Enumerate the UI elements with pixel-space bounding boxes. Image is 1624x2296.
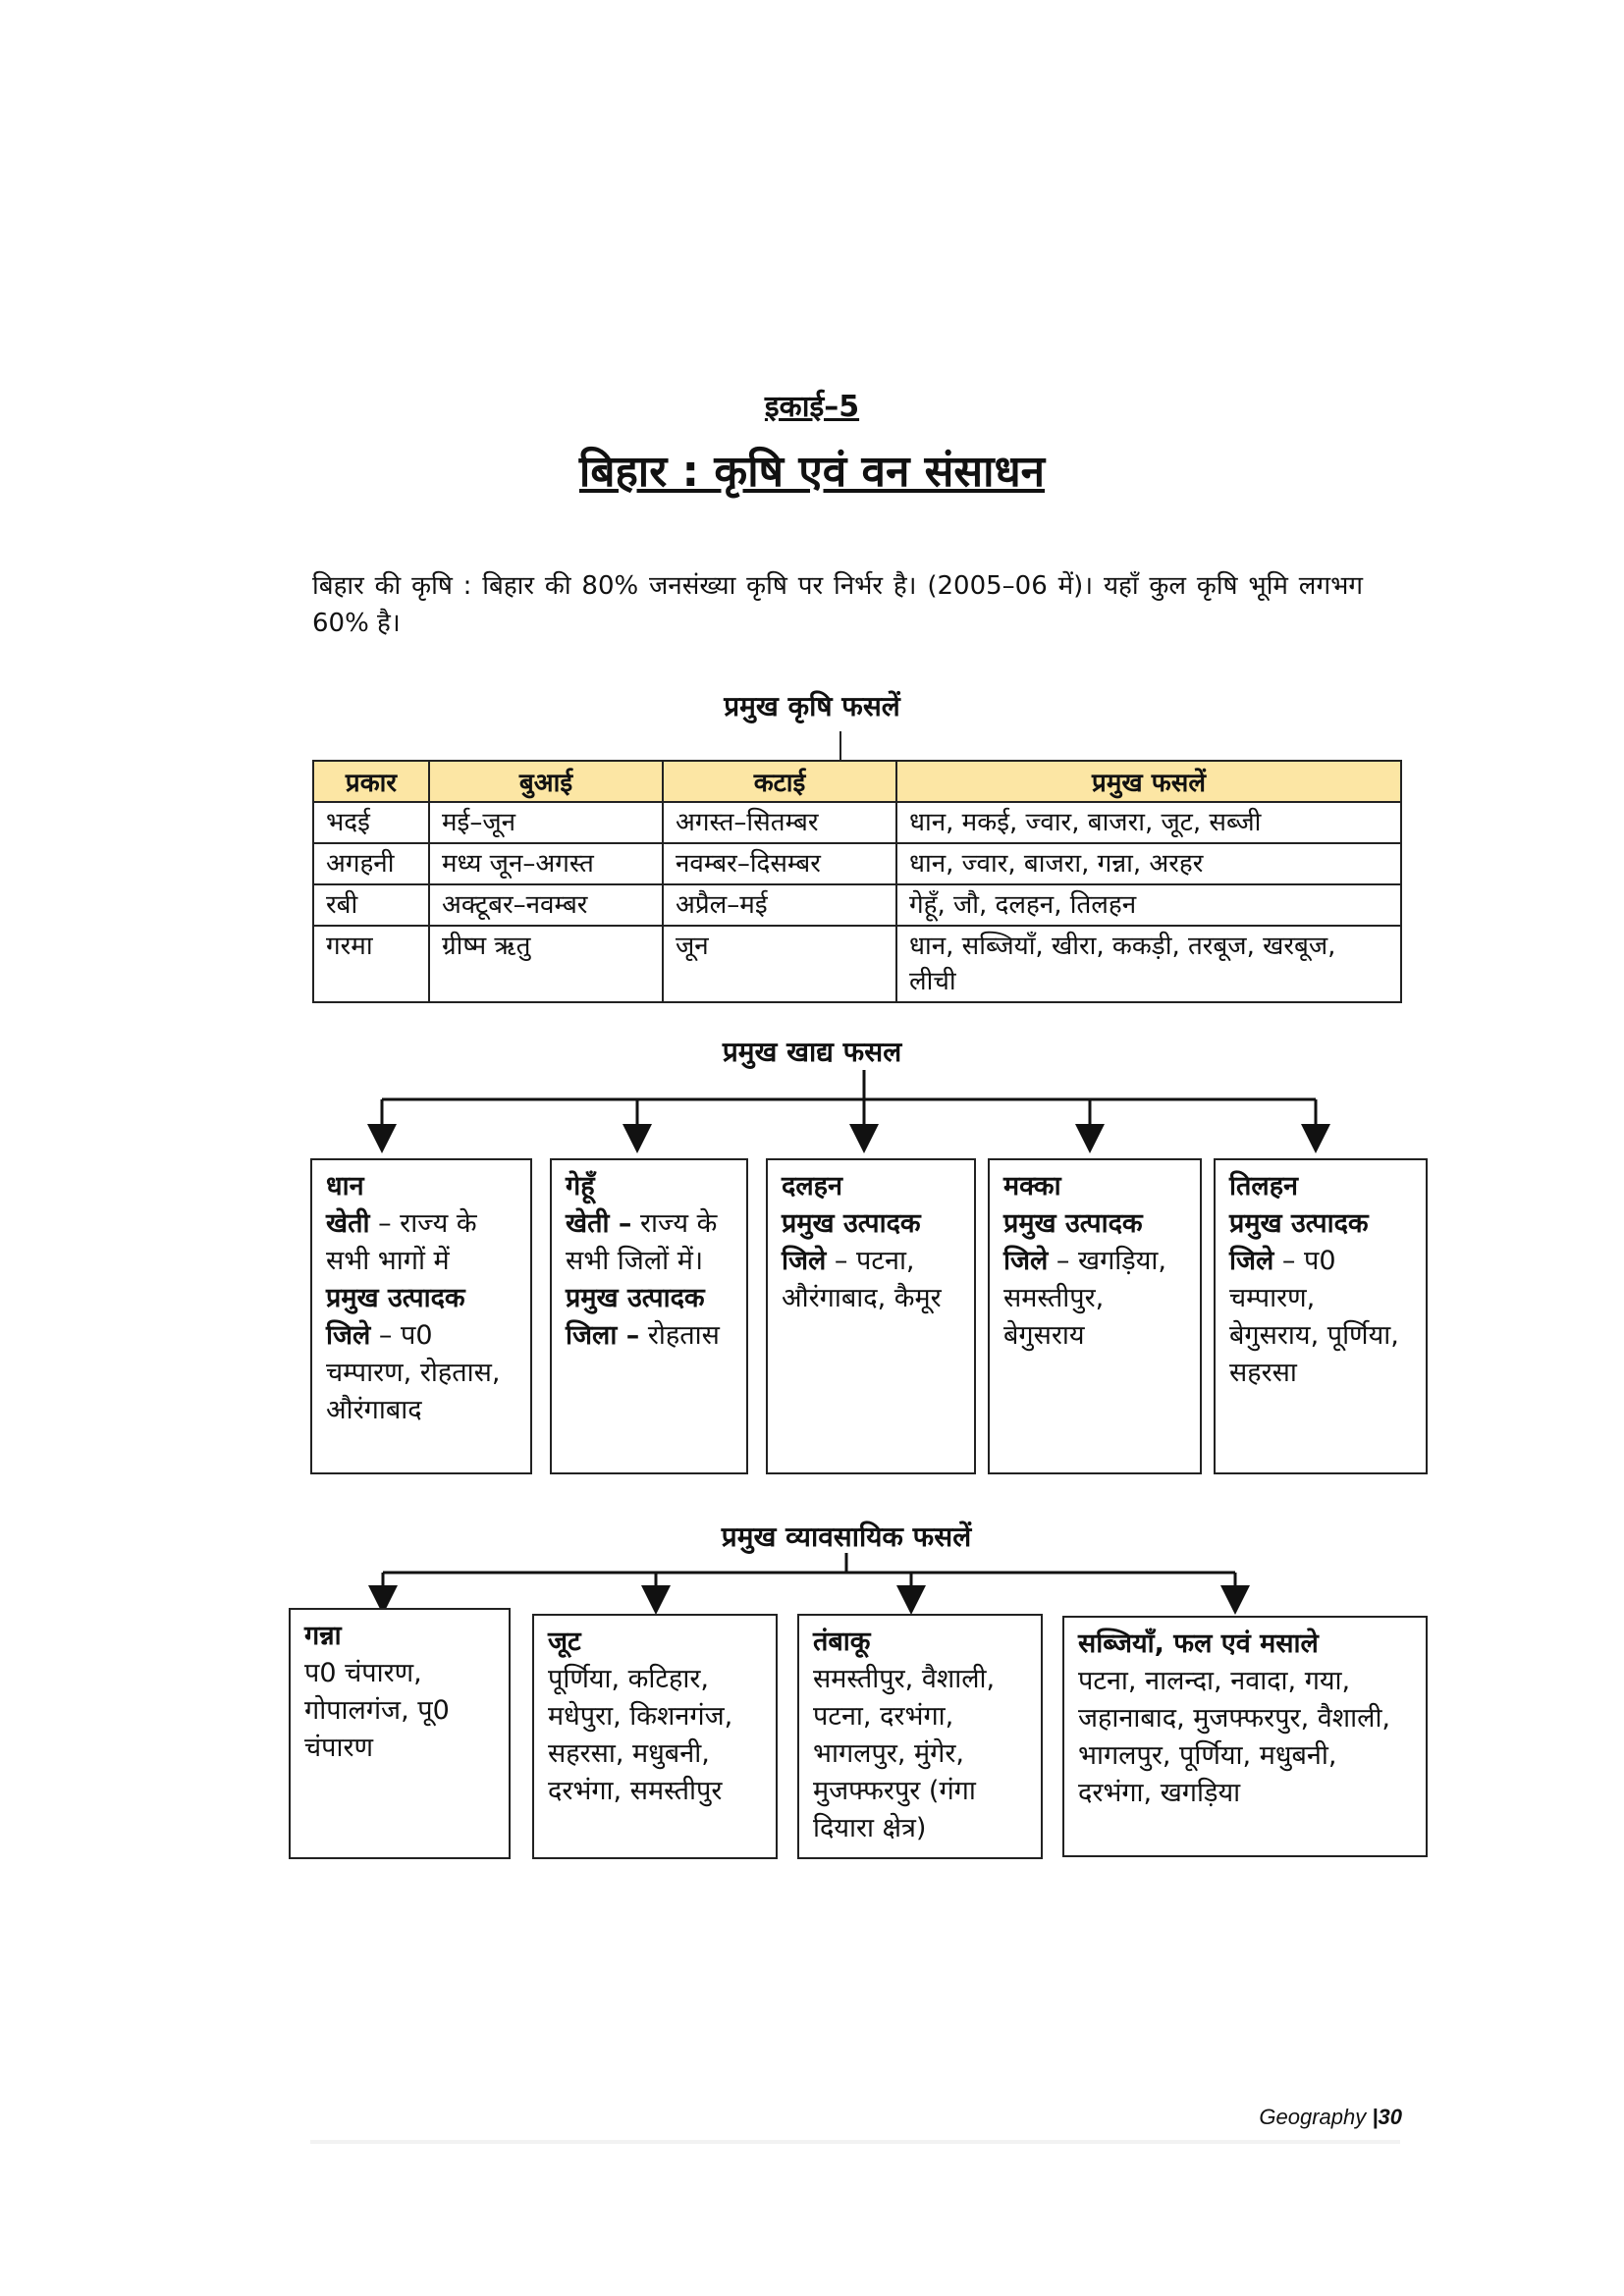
table-cell: रबी — [313, 884, 429, 926]
table-cell: मई–जून — [429, 802, 663, 843]
commercial-crop-box-jute — [532, 1614, 778, 1859]
commercial-crop-box-vegetables — [1062, 1616, 1428, 1857]
header-cell: प्रकार — [313, 761, 429, 802]
food-crops-connector — [382, 1070, 1316, 1139]
table-cell: धान, सब्जियाँ, खीरा, ककड़ी, तरबूज, खरबूज, लीची — [896, 926, 1401, 1002]
crop-text: – प0 चम्पारण, रोहतास, औरंगाबाद — [326, 1320, 501, 1425]
commercial-crops-connector — [383, 1553, 1235, 1600]
crop-text: – खगड़िया, समस्तीपुर, बेगुसराय — [1003, 1246, 1166, 1351]
crop-label: प्रमुख उत्पादक जिले — [782, 1208, 921, 1276]
crop-text: – पटना, औरंगाबाद, कैमूर — [782, 1246, 942, 1313]
food-crops-heading: प्रमुख खाद्य फसल — [722, 1036, 902, 1068]
table-cell: गेहूँ, जौ, दलहन, तिलहन — [896, 884, 1401, 926]
commercial-crops-heading: प्रमुख व्यावसायिक फसलें — [721, 1521, 972, 1553]
crop-label: प्रमुख उत्पादक जिले — [1229, 1208, 1369, 1276]
page-number: 30 — [1378, 2105, 1402, 2129]
header-cell: कटाई — [663, 761, 896, 802]
table-cell: धान, मकई, ज्वार, बाजरा, जूट, सब्जी — [896, 802, 1401, 843]
crop-text: पूर्णिया, कटिहार, मधेपुरा, किशनगंज, सहरसा, मधुबनी, दरभंगा, समस्तीपुर — [548, 1664, 733, 1806]
page-title: बिहार : कृषि एवं वन संसाधन — [578, 447, 1046, 497]
crop-title: तिलहन — [1229, 1171, 1299, 1201]
food-crop-box-oilseeds — [1214, 1158, 1428, 1474]
food-crop-box-pulses — [766, 1158, 976, 1474]
intro-paragraph: बिहार की कृषि : बिहार की 80% जनसंख्या कृषि पर निर्भर है। (2005–06 में)। यहाँ कुल कृषि भूमि लगभग 60% है। — [312, 571, 1363, 638]
crop-text: रोहतास — [639, 1320, 720, 1351]
crop-title: तंबाकू — [813, 1627, 871, 1657]
food-crop-box-wheat — [550, 1158, 748, 1474]
table-cell: अप्रैल–मई — [663, 884, 896, 926]
table-cell: जून — [663, 926, 896, 1002]
crop-label: प्रमुख उत्पादक जिले — [1003, 1208, 1143, 1276]
table-cell: अगहनी — [313, 843, 429, 884]
crop-text: – राज्य के सभी भागों में — [326, 1208, 477, 1276]
table-cell: भदई — [313, 802, 429, 843]
crop-title: धान — [326, 1171, 364, 1201]
table-cell: नवम्बर–दिसम्बर — [663, 843, 896, 884]
crop-title: जूट — [548, 1627, 581, 1657]
crop-label: प्रमुख उत्पादक जिले — [326, 1283, 465, 1351]
header-cell: प्रमुख फसलें — [896, 761, 1401, 802]
crop-title: सब्जियाँ, फल एवं मसाले — [1078, 1629, 1319, 1659]
table-cell: गरमा — [313, 926, 429, 1002]
food-crop-box-maize — [988, 1158, 1202, 1474]
table-heading: प्रमुख कृषि फसलें — [724, 690, 900, 722]
crop-text: समस्तीपुर, वैशाली, पटना, दरभंगा, भागलपुर, मुंगेर, मुजफ्फरपुर (गंगा दियारा क्षेत्र) — [813, 1664, 996, 1843]
crop-text: पटना, नालन्दा, नवादा, गया, जहानाबाद, मुजफ्फरपुर, वैशाली, भागलपुर, पूर्णिया, मधुबनी, दरभंगा, खगड़िया — [1078, 1666, 1391, 1808]
table-cell: अक्टूबर–नवम्बर — [429, 884, 663, 926]
crop-text: प0 चंपारण, गोपालगंज, पू0 चंपारण — [304, 1658, 450, 1763]
crop-title: दलहन — [782, 1171, 842, 1201]
commercial-crop-box-sugarcane — [289, 1608, 511, 1859]
table-cell: धान, ज्वार, बाजरा, गन्ना, अरहर — [896, 843, 1401, 884]
table-cell: ग्रीष्म ऋतु — [429, 926, 663, 1002]
unit-label: इकाई–5 — [764, 390, 860, 424]
footer-separator: | — [1372, 2105, 1379, 2129]
crop-title: गेहूँ — [566, 1171, 595, 1201]
page-footer — [1259, 2105, 1402, 2130]
footer-subject: Geography — [1259, 2105, 1367, 2129]
crop-text: राज्य के सभी जिलों में। — [566, 1208, 718, 1276]
crop-label: खेती — [326, 1208, 370, 1239]
crop-label: प्रमुख उत्पादक जिला – — [566, 1283, 705, 1351]
food-crop-box-paddy — [310, 1158, 532, 1474]
crop-title: गन्ना — [304, 1621, 342, 1651]
crop-text: – प0 चम्पारण, बेगुसराय, पूर्णिया, सहरसा — [1229, 1246, 1399, 1388]
footer-rule — [310, 2140, 1400, 2144]
table-cell: मध्य जून–अगस्त — [429, 843, 663, 884]
crop-label: खेती – — [566, 1208, 632, 1239]
header-cell: बुआई — [429, 761, 663, 802]
crop-title: मक्का — [1003, 1171, 1061, 1201]
commercial-crop-box-tobacco — [797, 1614, 1043, 1859]
table-cell: अगस्त–सितम्बर — [663, 802, 896, 843]
